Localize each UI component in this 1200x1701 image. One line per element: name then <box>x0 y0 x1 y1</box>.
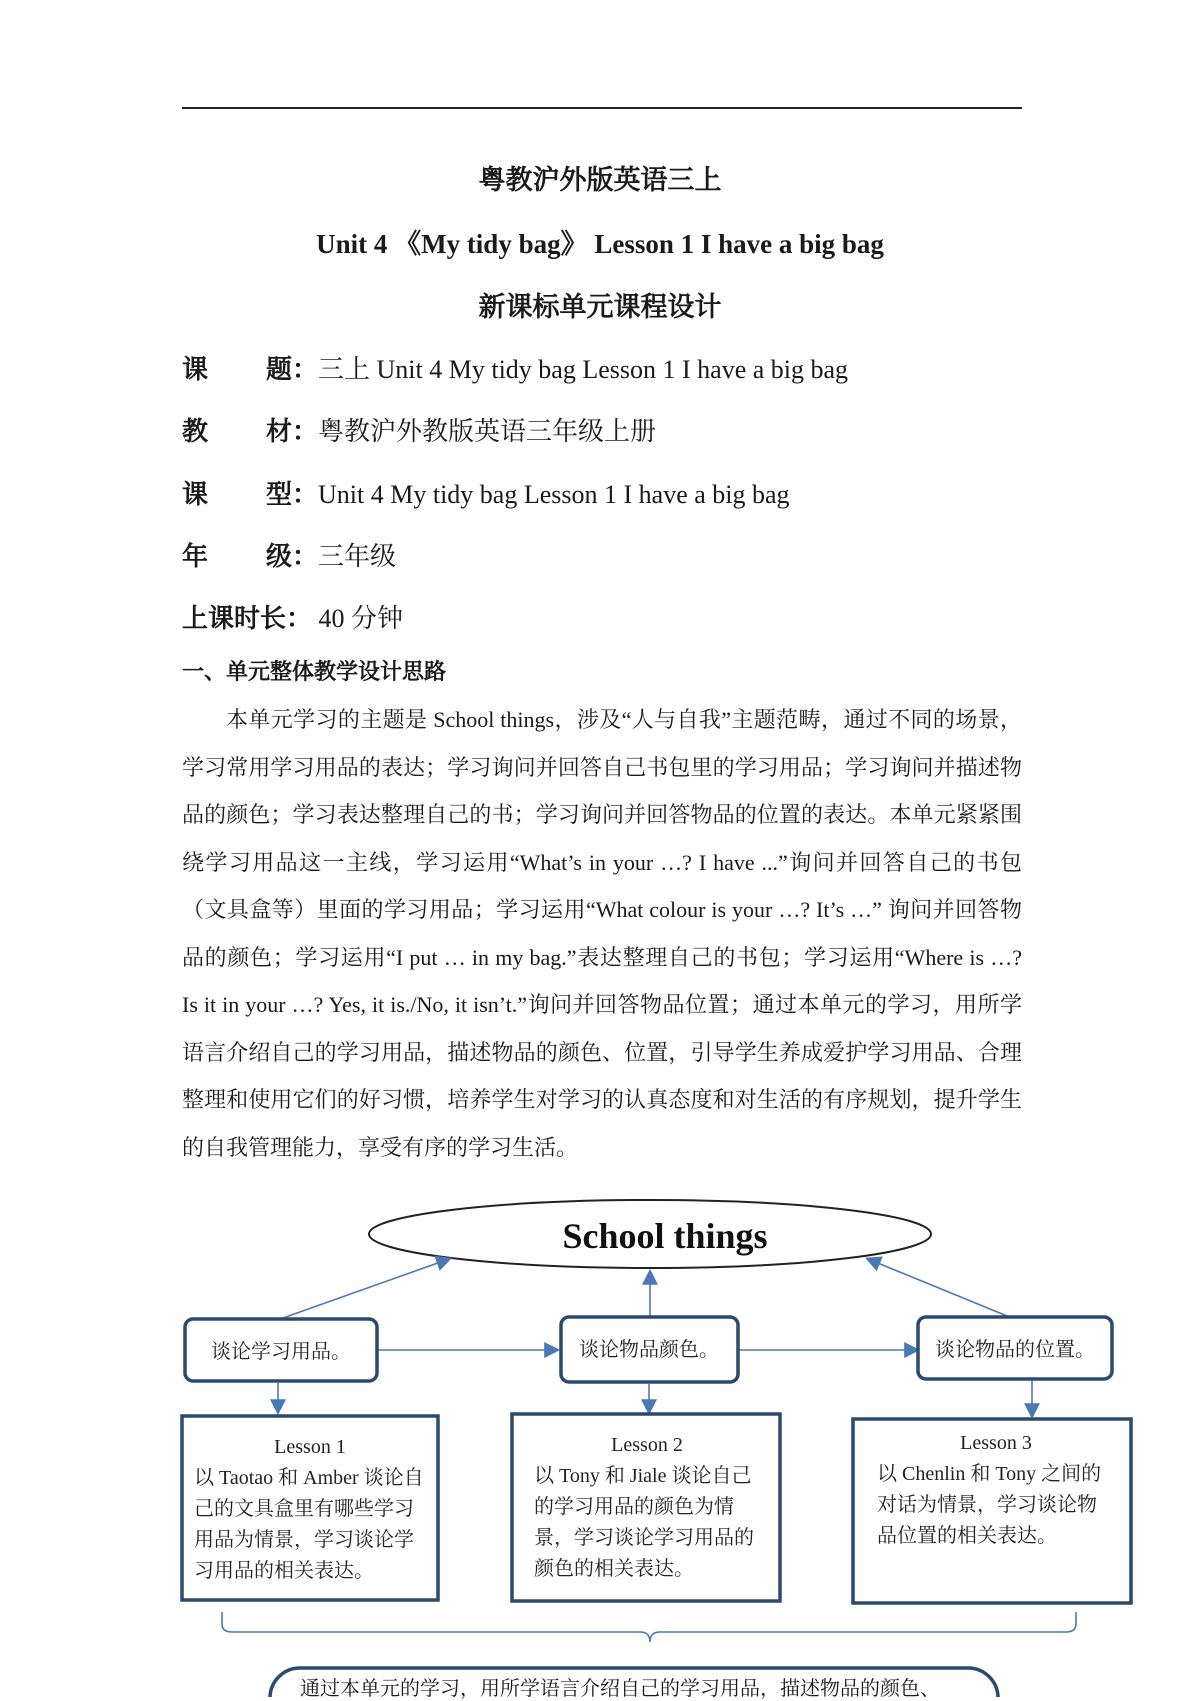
topic-label-1: 谈论学习用品。 <box>211 1341 351 1363</box>
meta-textbook: 教 材：粤教沪外教版英语三年级上册 <box>182 417 657 447</box>
root-label: School things <box>562 1216 768 1256</box>
arrow-topic3-root <box>868 1259 1012 1318</box>
meta-duration: 上课时长： 40 分钟 <box>182 604 404 634</box>
lesson-3-text <box>877 1428 1115 1552</box>
page-subtitle-2: 新课标单元课程设计 <box>478 292 722 323</box>
section-heading: 一、单元整体教学设计思路 <box>182 659 447 685</box>
lesson-3-title: Lesson 3 <box>960 1432 1032 1454</box>
topic-label-3: 谈论物品的位置。 <box>935 1339 1095 1361</box>
lesson-1-body: 以 Taotao 和 Amber 谈论自己的文具盒里有哪些学习用品为情景，学习谈论学习用品的相关表达。 <box>194 1467 424 1582</box>
lesson-1-title: Lesson 1 <box>274 1436 346 1458</box>
meta-topic: 课 题：三上 Unit 4 My tidy bag Lesson 1 I have a big bag <box>182 355 849 385</box>
lesson-2-title: Lesson 2 <box>611 1434 683 1456</box>
lesson-2-body: 以 Tony 和 Jiale 谈论自己的学习用品的颜色为情景，学习谈论学习用品的颜色的相关表达。 <box>534 1465 754 1580</box>
summary-text: 通过本单元的学习，用所学语言介绍自己的学习用品，描述物品的颜色、 <box>300 1678 940 1700</box>
lesson-2-text <box>534 1430 760 1585</box>
summary-bracket <box>222 1612 1076 1642</box>
paragraph-text: 本单元学习的主题是 School things，涉及“人与自我”主题范畴，通过不同的场景，学习常用学习用品的表达；学习询问并回答自己书包里的学习用品；学习询问并描述物品的颜色；学习表达整理自己的书；学习询问并回答物品的位置的表达。本单元紧紧围绕学习用品这一主线，学习运用“What’s in your …? I have ...”询问并回答自己的书包（文具盒等）里面的学习用品；学习运用“What colour is your …? It’s …” 询问并回答物品的颜色；学习运用“I put … in my bag.”表达整理自己的书包；学习运用“Where is …? Is it in your …? Yes, it is./No, it isn’t.”询问并回答物品位置；通过本单元的学习，用所学语言介绍自己的学习用品，描述物品的颜色、位置，引导学生养成爱护学习用品、合理整理和使用它们的好习惯，培养学生对学习的认真态度和对生活的有序规划，提升学生的自我管理能力，享受有序的学习生活。 <box>182 707 1022 1160</box>
arrow-topic1-root <box>283 1259 449 1318</box>
meta-type: 课 型：Unit 4 My tidy bag Lesson 1 I have a big bag <box>182 480 790 510</box>
lesson-1-text <box>194 1432 426 1587</box>
page-subtitle: Unit 4 《My tidy bag》 Lesson 1 I have a big bag <box>316 229 884 259</box>
topic-label-2: 谈论物品颜色。 <box>579 1339 719 1361</box>
page-title: 粤教沪外版英语三上 <box>478 165 722 196</box>
meta-grade: 年 级：三年级 <box>182 542 397 572</box>
lesson-3-body: 以 Chenlin 和 Tony 之间的对话为情景，学习谈论物品位置的相关表达。 <box>877 1463 1102 1547</box>
